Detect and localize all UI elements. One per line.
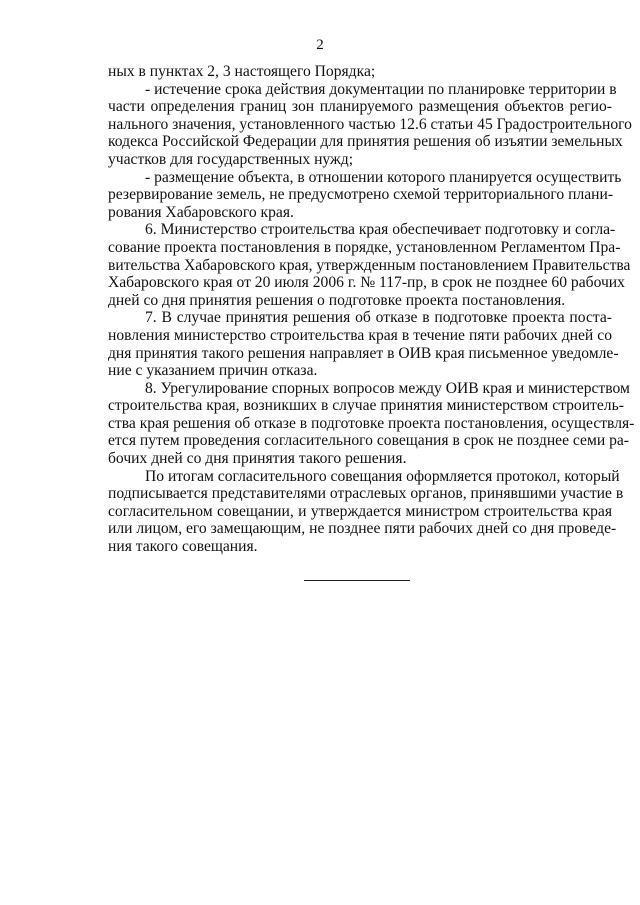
- text-line: бочих дней со дня принятия такого решения.: [108, 450, 407, 468]
- end-separator-line: [304, 580, 410, 581]
- text-line: ния такого совещания.: [108, 538, 258, 556]
- text-line: ства края решения об отказе в подготовке проекта постановления, осуществля-: [108, 414, 635, 432]
- text-line: 7. В случае принятия решения об отказе в подготовке проекта поста-: [145, 309, 612, 327]
- text-line: или лицом, его замещающим, не позднее пяти рабочих дней со дня проведе-: [108, 520, 617, 538]
- text-line: 8. Урегулирование спорных вопросов между ОИВ края и министерством: [145, 379, 630, 397]
- text-line: согласительном совещании, и утверждается министром строительства края: [108, 502, 612, 520]
- text-line: По итогам согласительного совещания оформляется протокол, который: [145, 467, 620, 485]
- text-line: подписывается представителями отраслевых органов, принявшими участие в: [108, 485, 624, 503]
- text-line: - размещение объекта, в отношении которого планируется осуществить: [145, 168, 622, 186]
- document-body: [108, 63, 635, 556]
- text-line: кодекса Российской Федерации для принятия решения об изъятии земельных: [108, 133, 623, 151]
- text-line: участков для государственных нужд;: [108, 150, 354, 168]
- text-line: части определения границ зон планируемого размещения объектов регио-: [108, 98, 612, 116]
- text-line: вительства Хабаровского края, утвержденным постановлением Правительства: [108, 256, 631, 274]
- text-line: дня принятия такого решения направляет в ОИВ края письменное уведомле-: [108, 344, 619, 362]
- page-number: 2: [316, 37, 324, 53]
- text-line: рования Хабаровского края.: [108, 203, 294, 221]
- text-line: - истечение срока действия документации по планировке территории в: [145, 80, 617, 98]
- text-line: дней со дня принятия решения о подготовке проекта постановления.: [108, 291, 566, 309]
- text-line: 6. Министерство строительства края обеспечивает подготовку и согла-: [145, 221, 616, 239]
- text-line: ных в пунктах 2, 3 настоящего Порядка;: [108, 63, 376, 80]
- text-line: резервирование земель, не предусмотрено схемой территориального плани-: [108, 186, 614, 204]
- text-line: ется путем проведения согласительного совещания в срок не позднее семи ра-: [108, 432, 629, 450]
- text-line: Хабаровского края от 20 июля 2006 г. № 117-пр, в срок не позднее 60 рабочих: [108, 274, 625, 292]
- text-line: ние с указанием причин отказа.: [108, 362, 318, 380]
- text-line: сование проекта постановления в порядке, установленном Регламентом Пра-: [108, 238, 621, 256]
- text-line: строительства края, возникших в случае принятия министерством строитель-: [108, 397, 624, 415]
- text-line: нального значения, установленного частью 12.6 статьи 45 Градостроительного: [108, 115, 632, 133]
- text-line: новления министерство строительства края в течение пяти рабочих дней со: [108, 326, 612, 344]
